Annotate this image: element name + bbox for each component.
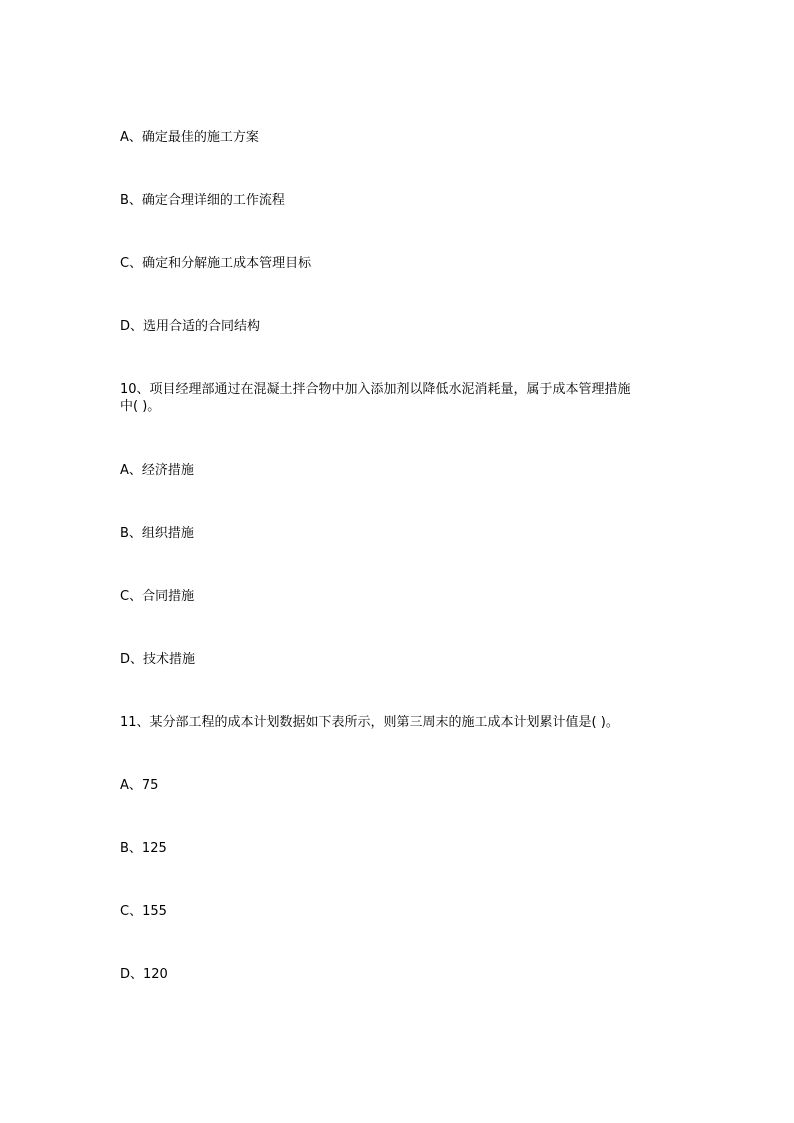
q10-option-b: B、组织措施 [120, 526, 194, 541]
q10-question [120, 381, 680, 415]
q9-option-a: A、确定最佳的施工方案 [120, 130, 259, 145]
q9-option-d: D、选用合适的合同结构 [120, 319, 261, 334]
q10-option-a: A、经济措施 [120, 463, 194, 478]
q11-option-b: B、125 [120, 841, 167, 856]
q10-option-c: C、合同措施 [120, 589, 195, 604]
q11-option-c: C、155 [120, 904, 167, 919]
q10-question-line1: 10、项目经理部通过在混凝土拌合物中加入添加剂以降低水泥消耗量，属于成本管理措施 [120, 382, 631, 397]
q11-question: 11、某分部工程的成本计划数据如下表所示，则第三周末的施工成本计划累计值是( )。 [120, 715, 619, 730]
q11-option-d: D、120 [120, 967, 168, 982]
q9-option-b: B、确定合理详细的工作流程 [120, 193, 285, 208]
q11-option-a: A、75 [120, 778, 159, 793]
q10-option-d: D、技术措施 [120, 652, 196, 667]
q10-question-line2: 中( )。 [120, 399, 161, 414]
q9-option-c: C、确定和分解施工成本管理目标 [120, 256, 312, 271]
